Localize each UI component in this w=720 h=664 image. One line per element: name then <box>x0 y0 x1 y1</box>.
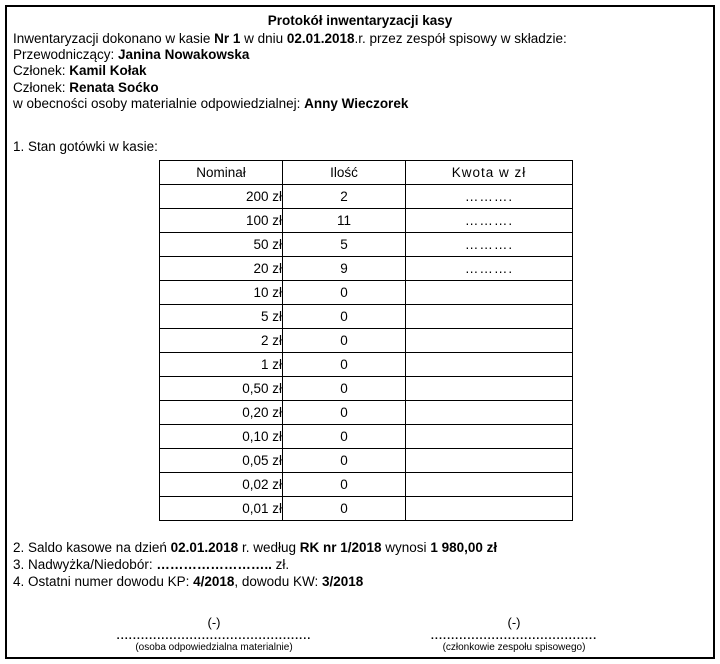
nominal-cell: 20 zł <box>160 257 283 281</box>
role-label: Członek: <box>13 79 70 95</box>
nominal-cell: 0,02 zł <box>160 473 283 497</box>
voucher-text: , dowodu KW: <box>234 574 322 590</box>
table-row <box>160 305 573 329</box>
surplus-text: zł. <box>271 557 290 573</box>
saldo-line <box>13 539 707 556</box>
amount-cell <box>406 353 573 377</box>
amount-cell <box>406 449 573 473</box>
summary-section <box>13 539 707 590</box>
nominal-cell: 0,01 zł <box>160 497 283 521</box>
intro-text: w dniu <box>240 31 287 46</box>
saldo-date: 02.01.2018 <box>170 540 239 556</box>
last-voucher-line <box>13 573 707 590</box>
table-row <box>160 233 573 257</box>
quantity-cell: 0 <box>283 281 406 305</box>
member2-line <box>13 80 707 96</box>
chairperson-line <box>13 47 707 63</box>
amount-cell <box>406 281 573 305</box>
header-amount: Kwota w zł <box>406 161 573 185</box>
amount-cell <box>406 473 573 497</box>
nominal-cell: 0,10 zł <box>160 425 283 449</box>
quantity-cell: 0 <box>283 425 406 449</box>
table-row <box>160 257 573 281</box>
quantity-cell: 2 <box>283 185 406 209</box>
quantity-cell: 11 <box>283 209 406 233</box>
table-header <box>160 161 573 185</box>
saldo-amount: 1 980,00 zł <box>430 540 498 556</box>
amount-cell <box>406 377 573 401</box>
amount-cell: ………. <box>406 209 573 233</box>
amount-cell <box>406 305 573 329</box>
saldo-text: r. według <box>238 540 300 556</box>
intro-text: .r. przez zespół spisowy w składzie: <box>354 31 567 46</box>
amount-cell <box>406 497 573 521</box>
amount-cell: ………. <box>406 185 573 209</box>
amount-cell: ………. <box>406 257 573 281</box>
intro-text: Inwentaryzacji dokonano w kasie <box>13 31 215 46</box>
table-row <box>160 281 573 305</box>
quantity-cell: 0 <box>283 449 406 473</box>
table-row <box>160 425 573 449</box>
rk-reference: RK nr 1/2018 <box>299 540 382 556</box>
inventory-date: 02.01.2018 <box>286 31 355 46</box>
document-title: Protokół inwentaryzacji kasy <box>267 13 453 28</box>
role-label: Członek: <box>13 63 70 79</box>
signature-dotted-line: ......................................... <box>430 630 598 643</box>
kp-number: 4/2018 <box>193 574 235 590</box>
signature-block-responsible <box>98 615 330 654</box>
voucher-text: 4. Ostatni numer dowodu KP: <box>13 574 194 590</box>
quantity-cell: 0 <box>283 473 406 497</box>
signature-block-committee <box>398 615 630 654</box>
role-label: Przewodniczący: <box>13 47 119 63</box>
member2-name: Renata Soćko <box>69 79 159 95</box>
table-header-row <box>160 161 573 185</box>
member1-line <box>13 63 707 79</box>
cash-denominations-table <box>159 160 573 521</box>
table-row <box>160 209 573 233</box>
saldo-text: 2. Saldo kasowe na dzień <box>13 540 171 556</box>
signature-dotted-line: ................................................ <box>116 630 312 643</box>
surplus-text: 3. Nadwyżka/Niedobór: <box>13 557 157 573</box>
nominal-cell: 5 zł <box>160 305 283 329</box>
table-row <box>160 353 573 377</box>
cash-register-number: Nr 1 <box>214 31 241 46</box>
signature-mark: (-) <box>507 615 521 631</box>
quantity-cell: 0 <box>283 377 406 401</box>
nominal-cell: 0,05 zł <box>160 449 283 473</box>
amount-cell <box>406 425 573 449</box>
amount-cell <box>406 329 573 353</box>
saldo-text: wynosi <box>381 540 431 556</box>
nominal-cell: 2 zł <box>160 329 283 353</box>
header-nominal: Nominał <box>160 161 283 185</box>
table-row <box>160 329 573 353</box>
signature-mark: (-) <box>207 615 221 631</box>
nominal-cell: 50 zł <box>160 233 283 257</box>
table-row <box>160 497 573 521</box>
member1-name: Kamil Kołak <box>69 63 147 79</box>
signature-label-committee: (członkowie zespołu spisowego) <box>442 642 586 654</box>
nominal-cell: 0,50 zł <box>160 377 283 401</box>
quantity-cell: 0 <box>283 353 406 377</box>
surplus-dots: …………………….. <box>156 557 272 573</box>
quantity-cell: 9 <box>283 257 406 281</box>
nominal-cell: 0,20 zł <box>160 401 283 425</box>
table-row <box>160 449 573 473</box>
cash-table-body <box>160 185 573 521</box>
nominal-cell: 1 zł <box>160 353 283 377</box>
surplus-shortage-line <box>13 556 707 573</box>
intro-line <box>13 31 707 47</box>
nominal-cell: 10 zł <box>160 281 283 305</box>
quantity-cell: 0 <box>283 329 406 353</box>
signatures-section <box>13 615 707 654</box>
nominal-cell: 100 zł <box>160 209 283 233</box>
protocol-document <box>5 5 715 659</box>
header-quantity: Ilość <box>283 161 406 185</box>
quantity-cell: 0 <box>283 305 406 329</box>
quantity-cell: 0 <box>283 497 406 521</box>
kw-number: 3/2018 <box>321 574 364 590</box>
chairperson-name: Janina Nowakowska <box>118 47 250 63</box>
amount-cell <box>406 401 573 425</box>
section1-heading: 1. Stan gotówki w kasie: <box>13 139 158 155</box>
quantity-cell: 5 <box>283 233 406 257</box>
responsible-person-name: Anny Wieczorek <box>304 95 409 111</box>
signature-label-responsible: (osoba odpowiedzialna materialnie) <box>135 642 293 654</box>
table-row <box>160 401 573 425</box>
amount-cell: ………. <box>406 233 573 257</box>
table-row <box>160 473 573 497</box>
nominal-cell: 200 zł <box>160 185 283 209</box>
presence-text: w obecności osoby materialnie odpowiedzialnej: <box>13 95 305 111</box>
table-row <box>160 377 573 401</box>
quantity-cell: 0 <box>283 401 406 425</box>
responsible-person-line <box>13 96 707 112</box>
table-row <box>160 185 573 209</box>
